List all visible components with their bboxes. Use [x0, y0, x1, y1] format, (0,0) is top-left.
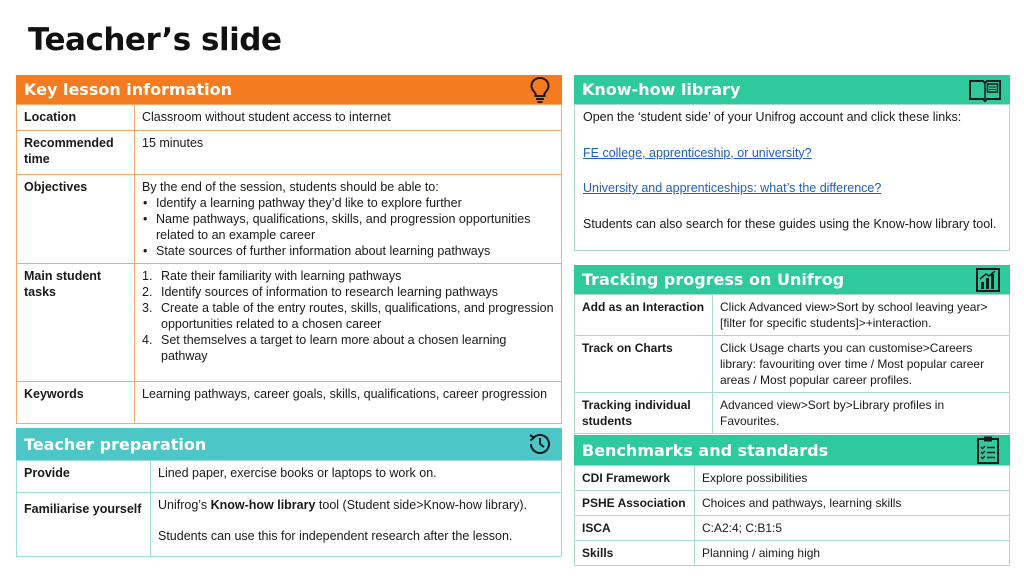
list-number: 2.: [142, 285, 153, 299]
teacher-prep-panel: [16, 428, 562, 557]
tracking-panel: [574, 265, 1010, 434]
benchmark-value: Planning / aiming high: [695, 541, 1010, 566]
tracking-title: Tracking progress on Unifrog: [582, 270, 845, 289]
benchmark-label: CDI Framework: [575, 466, 695, 491]
location-value: Classroom without student access to internet: [135, 105, 562, 131]
tracking-row-value: Click Usage charts you can customise>Careers library: favouriting over time / Most popular career areas / Most popular career profiles.: [713, 336, 1010, 393]
page-title: Teacher’s slide: [28, 22, 282, 58]
list-item: • State sources of further information about learning pathways: [142, 243, 554, 259]
provide-label: Provide: [17, 461, 151, 493]
key-lesson-title: Key lesson information: [24, 80, 233, 99]
table-row: [17, 493, 562, 557]
table-row: [17, 461, 562, 493]
key-lesson-table: [16, 104, 562, 424]
tracking-table: [574, 294, 1010, 434]
familiarise-tool-name: Know-how library: [210, 498, 316, 512]
benchmark-value: Explore possibilities: [695, 466, 1010, 491]
tracking-header: [574, 265, 1010, 294]
keywords-value: Learning pathways, career goals, skills, qualifications, career progression: [135, 382, 562, 424]
list-item: [142, 268, 554, 284]
familiarise-label: Familiarise yourself: [17, 493, 151, 557]
list-item: • Identify a learning pathway they’d like to explore further: [142, 195, 554, 211]
book-icon: [968, 76, 1002, 104]
key-lesson-header: [16, 75, 562, 104]
tracking-row-label: Add as an Interaction: [575, 295, 713, 336]
benchmark-value: Choices and pathways, learning skills: [695, 491, 1010, 516]
benchmarks-header: [574, 435, 1010, 465]
clock-icon: [526, 430, 554, 458]
benchmarks-table: [574, 465, 1010, 566]
table-row: [17, 264, 562, 382]
know-how-panel: [574, 75, 1010, 251]
tasks-cell: [135, 264, 562, 382]
table-row: [575, 466, 1010, 491]
table-row: [575, 336, 1010, 393]
list-text: Identify sources of information to research learning pathways: [161, 285, 498, 299]
list-number: 1.: [142, 269, 153, 283]
list-text: Create a table of the entry routes, skills, qualifications, and progression opportunities related to a chosen career: [161, 301, 554, 331]
keywords-label: Keywords: [17, 382, 135, 424]
table-row: [575, 295, 1010, 336]
benchmarks-title: Benchmarks and standards: [582, 440, 829, 460]
key-lesson-panel: [16, 75, 562, 424]
benchmark-label: Skills: [575, 541, 695, 566]
benchmark-label: PSHE Association: [575, 491, 695, 516]
objectives-list: [142, 195, 554, 259]
tasks-list: [142, 268, 554, 364]
table-row: [575, 516, 1010, 541]
list-number: 3.: [142, 301, 153, 315]
provide-value: Lined paper, exercise books or laptops to work on.: [151, 461, 562, 493]
know-how-outro: Students can also search for these guides using the Know-how library tool.: [583, 216, 997, 231]
table-row: [17, 175, 562, 264]
list-text: Rate their familiarity with learning pathways: [161, 269, 402, 283]
tasks-label: Main student tasks: [17, 264, 135, 382]
benchmark-label: ISCA: [575, 516, 695, 541]
list-number: 4.: [142, 333, 153, 347]
lightbulb-icon: [526, 76, 554, 104]
clipboard-icon: [974, 436, 1002, 464]
know-how-intro: Open the ‘student side’ of your Unifrog account and click these links:: [583, 110, 962, 124]
objectives-cell: [135, 175, 562, 264]
list-item: [142, 332, 554, 364]
know-how-header: [574, 75, 1010, 104]
objectives-intro: By the end of the session, students should be able to:: [142, 180, 439, 194]
bar-chart-icon: [974, 266, 1002, 294]
table-row: [575, 393, 1010, 434]
table-row: [575, 491, 1010, 516]
table-row: [17, 131, 562, 175]
time-label: Recommended time: [17, 131, 135, 175]
benchmark-value: C:A2:4; C:B1:5: [695, 516, 1010, 541]
familiarise-post: tool (Student side>Know-how library).: [315, 498, 528, 512]
list-text: Set themselves a target to learn more about a chosen learning pathway: [161, 333, 507, 363]
list-item: [142, 300, 554, 332]
familiarise-cell: [151, 493, 562, 557]
tracking-row-label: Tracking individual students: [575, 393, 713, 434]
table-row: [575, 541, 1010, 566]
teacher-prep-header: [16, 428, 562, 460]
objectives-label: Objectives: [17, 175, 135, 264]
link-fe-college[interactable]: FE college, apprenticeship, or university?: [583, 145, 812, 160]
familiarise-text: [158, 497, 554, 513]
benchmarks-panel: [574, 435, 1010, 566]
time-value: 15 minutes: [135, 131, 562, 175]
teacher-prep-table: [16, 460, 562, 557]
familiarise-note: Students can use this for independent research after the lesson.: [158, 529, 513, 543]
tracking-row-value: Click Advanced view>Sort by school leaving year>[filter for specific students]>+interaction.: [713, 295, 1010, 336]
know-how-body: [574, 104, 1010, 251]
teacher-prep-title: Teacher preparation: [24, 434, 207, 454]
list-item: • Name pathways, qualifications, skills, and progression opportunities related to an example career: [142, 211, 554, 243]
know-how-title: Know-how library: [582, 80, 741, 99]
list-item: [142, 284, 554, 300]
table-row: [17, 105, 562, 131]
location-label: Location: [17, 105, 135, 131]
familiarise-pre: Unifrog’s: [158, 498, 211, 512]
tracking-row-value: Advanced view>Sort by>Library profiles in Favourites.: [713, 393, 1010, 434]
table-row: [17, 382, 562, 424]
link-university-apprenticeships[interactable]: University and apprenticeships: what’s the difference?: [583, 181, 882, 195]
tracking-row-label: Track on Charts: [575, 336, 713, 393]
